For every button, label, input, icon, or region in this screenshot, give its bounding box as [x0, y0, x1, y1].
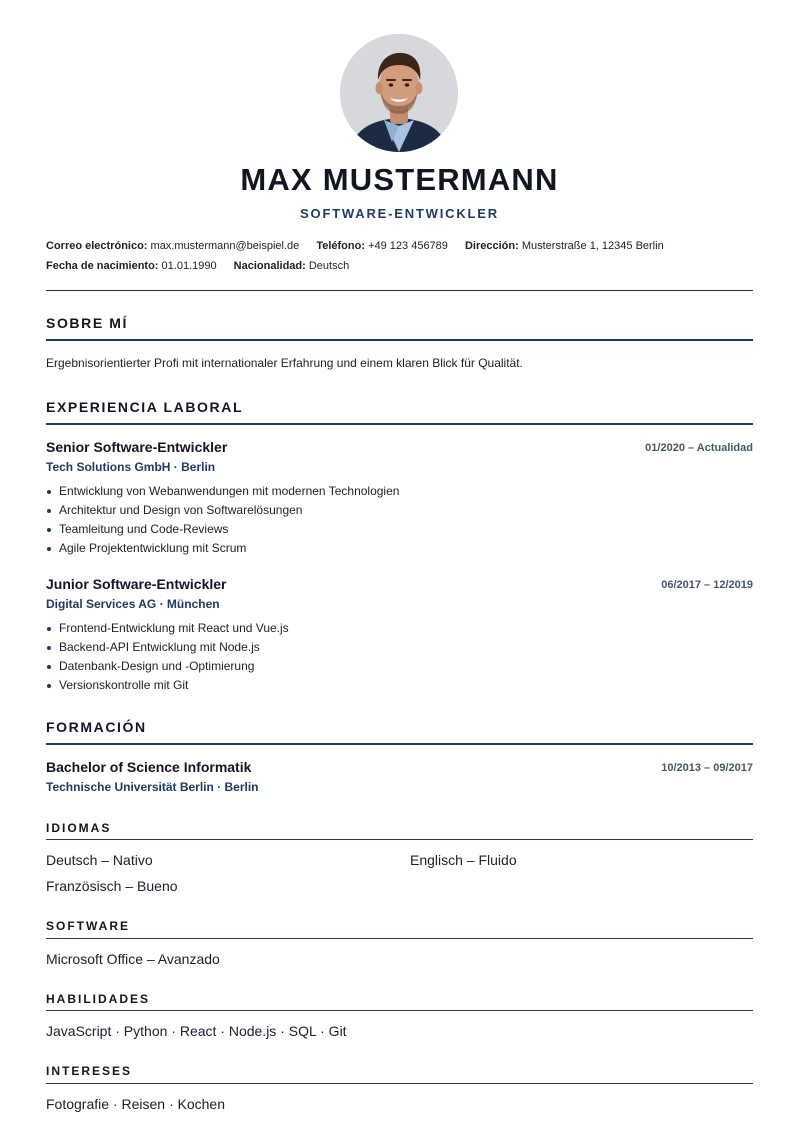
contact-nationality [234, 260, 350, 272]
section-title-skills: HABILIDADES [46, 992, 151, 1006]
contact-address [465, 240, 664, 252]
section-rule-experience [46, 423, 753, 425]
job-1-dates: 01/2020 – Actualidad [645, 442, 753, 454]
section-title-software: SOFTWARE [46, 919, 130, 933]
contact-address-value: Musterstraße 1, 12345 Berlin [521, 240, 664, 252]
contact-email-label: Correo electrónico: [46, 240, 148, 252]
contact-email [46, 240, 299, 252]
list-item: Frontend-Entwicklung mit React und Vue.js [46, 619, 289, 638]
job-1-position: Senior Software-Entwickler [46, 439, 228, 455]
list-item: Entwicklung von Webanwendungen mit modernen Technologien [46, 482, 399, 501]
section-rule-skills [46, 1010, 753, 1011]
software-text: Microsoft Office – Avanzado [46, 951, 220, 967]
contact-address-label: Dirección: [464, 240, 519, 252]
education-degree: Bachelor of Science Informatik [46, 759, 252, 775]
job-2-dates: 06/2017 – 12/2019 [661, 579, 753, 591]
about-text: Ergebnisorientierter Profi mit internationaler Erfahrung und einem klaren Blick für Qualität. [46, 356, 523, 370]
list-item: Versionskontrolle mit Git [46, 676, 289, 695]
contact-line-1 [46, 240, 678, 252]
education-org: Technische Universität Berlin · Berlin [46, 780, 259, 794]
section-title-interests: INTERESES [46, 1064, 133, 1078]
section-rule-languages [46, 839, 753, 840]
skills-text: JavaScript · Python · React · Node.js · SQL · Git [46, 1023, 347, 1039]
language-item: Französisch – Bueno [46, 878, 178, 894]
list-item: Teamleitung und Code-Reviews [46, 520, 399, 539]
section-rule-about [46, 339, 753, 341]
language-item: Deutsch – Nativo [46, 852, 153, 868]
contact-email-value: max.mustermann@beispiel.de [150, 240, 300, 252]
contact-phone-value: +49 123 456789 [368, 240, 448, 252]
candidate-job-title: SOFTWARE-ENTWICKLER [300, 206, 499, 221]
job-1-org: Tech Solutions GmbH · Berlin [46, 460, 216, 474]
interests-text: Fotografie · Reisen · Kochen [46, 1096, 225, 1112]
contact-phone [316, 240, 448, 252]
job-2-org: Digital Services AG · München [46, 597, 220, 611]
job-2-bullets [46, 619, 289, 695]
contact-nationality-label: Nacionalidad: [233, 260, 306, 272]
section-rule-interests [46, 1083, 753, 1084]
list-item: Datenbank-Design und -Optimierung [46, 657, 289, 676]
candidate-name: MAX MUSTERMANN [240, 162, 559, 197]
job-1-bullets [46, 482, 399, 558]
section-title-experience: EXPERIENCIA LABORAL [46, 399, 244, 415]
contact-nationality-value: Deutsch [308, 260, 350, 272]
section-title-languages: IDIOMAS [46, 821, 112, 835]
job-2-position: Junior Software-Entwickler [46, 576, 227, 592]
list-item: Backend-API Entwicklung mit Node.js [46, 638, 289, 657]
section-rule-education [46, 743, 753, 745]
contact-birthdate [46, 260, 217, 272]
list-item: Architektur und Design von Softwarelösungen [46, 501, 399, 520]
header-divider [46, 290, 753, 291]
contact-birthdate-label: Fecha de nacimiento: [46, 260, 159, 272]
section-title-education: FORMACIÓN [46, 719, 147, 735]
section-rule-software [46, 938, 753, 939]
profile-photo-illustration [340, 34, 458, 152]
education-dates: 10/2013 – 09/2017 [661, 762, 753, 774]
contact-phone-label: Teléfono: [316, 240, 366, 252]
list-item: Agile Projektentwicklung mit Scrum [46, 539, 399, 558]
contact-birthdate-value: 01.01.1990 [161, 260, 217, 272]
language-item: Englisch – Fluido [410, 852, 517, 868]
profile-photo [340, 34, 458, 152]
section-title-about: SOBRE MÍ [46, 315, 129, 331]
contact-line-2 [46, 260, 363, 272]
